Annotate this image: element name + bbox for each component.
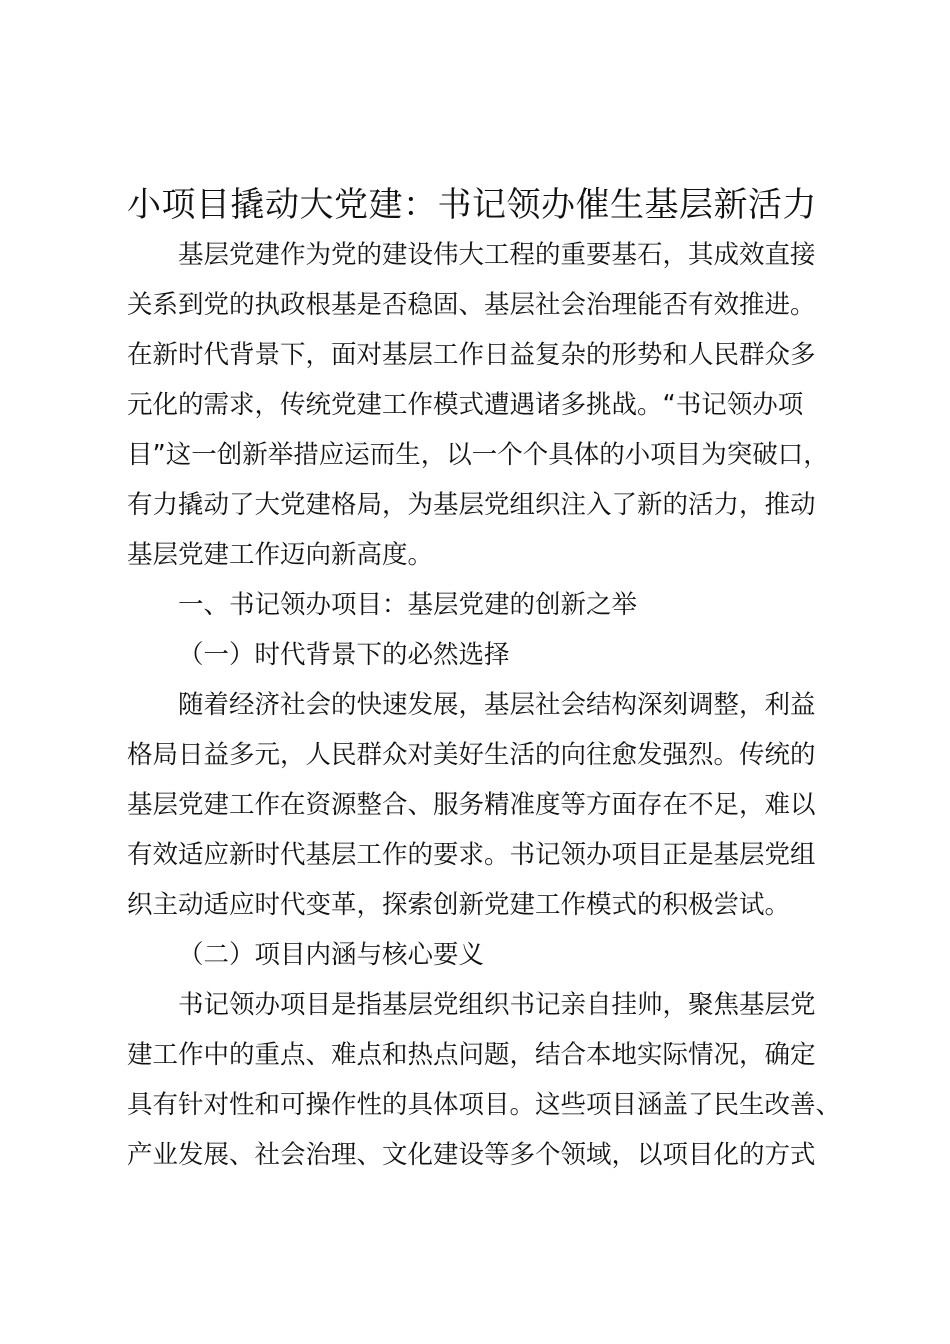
text-line: 基层党建工作迈向新高度。 xyxy=(127,540,434,570)
text-line: 织主动适应时代变革，探索创新党建工作模式的积极尝试。 xyxy=(127,890,791,920)
text-line: 基层党建作为党的建设伟大工程的重要基石，其成效直接 xyxy=(178,240,816,270)
section-heading: 一、书记领办项目：基层党建的创新之举 xyxy=(178,590,638,620)
text-line: 格局日益多元，人民群众对美好生活的向往愈发强烈。传统的 xyxy=(127,740,816,770)
text-line: 关系到党的执政根基是否稳固、基层社会治理能否有效推进。 xyxy=(127,290,816,320)
text-line: 在新时代背景下，面对基层工作日益复杂的形势和人民群众多 xyxy=(127,340,816,370)
text-line: 基层党建工作在资源整合、服务精准度等方面存在不足，难以 xyxy=(127,790,816,820)
subsection-paragraph xyxy=(127,680,837,930)
document-title: 小项目撬动大党建：书记领办催生基层新活力 xyxy=(127,185,817,225)
text-line: 元化的需求，传统党建工作模式遭遇诸多挑战。“书记领办项 xyxy=(127,390,804,420)
text-line: 具有针对性和可操作性的具体项目。这些项目涵盖了民生改善、 xyxy=(127,1090,842,1120)
text-line: 随着经济社会的快速发展，基层社会结构深刻调整，利益 xyxy=(178,690,816,720)
text-line: 有力撬动了大党建格局，为基层党组织注入了新的活力，推动 xyxy=(127,490,816,520)
text-line: 产业发展、社会治理、文化建设等多个领域，以项目化的方式 xyxy=(127,1140,816,1170)
intro-paragraph xyxy=(127,230,837,580)
text-line: 书记领办项目是指基层党组织书记亲自挂帅，聚焦基层党 xyxy=(178,990,816,1020)
document-body xyxy=(127,230,842,1180)
text-line: 有效适应新时代基层工作的要求。书记领办项目正是基层党组 xyxy=(127,840,816,870)
subsection-paragraph xyxy=(127,980,842,1180)
subsection-heading: （一）时代背景下的必然选择 xyxy=(178,640,510,670)
text-line: 目”这一创新举措应运而生，以一个个具体的小项目为突破口， xyxy=(127,440,829,470)
subsection-heading: （二）项目内涵与核心要义 xyxy=(178,940,485,970)
text-line: 建工作中的重点、难点和热点问题，结合本地实际情况，确定 xyxy=(127,1040,816,1070)
